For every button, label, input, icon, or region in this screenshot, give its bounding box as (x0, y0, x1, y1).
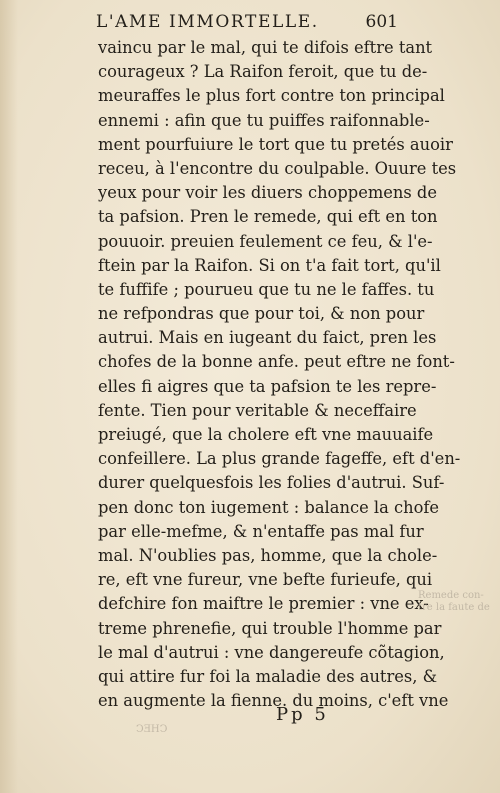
text-line: preiugé, que la cholere eft vne mauuaife (98, 425, 434, 444)
text-line: receu, à l'encontre du coulpable. Ouure tes (98, 158, 457, 178)
text-line: durer quelquesfois les folies d'autrui. Suf- (98, 473, 445, 493)
text-line: fente. Tien pour veritable & neceffaire (98, 400, 417, 420)
text-line: chofes de la bonne anfe. peut eftre ne font- (98, 352, 455, 372)
text-line: meuraffes le plus fort contre ton principal (98, 86, 445, 106)
text-line: le mal d'autrui : vne dangereufe cõtagion, (98, 642, 445, 662)
show-through-margin-note: tre la faute de (418, 602, 490, 613)
text-line: mal. N'oublies pas, homme, que la chole- (98, 545, 438, 565)
show-through-margin-note: Remede con- (418, 590, 484, 601)
text-line: confeillere. La plus grande fageffe, eft d'en- (98, 449, 461, 469)
text-line: par elle-mefme, & n'entaffe pas mal fur (98, 521, 424, 541)
text-line: en augmente la fienne. du moins, c'eft vne (98, 691, 449, 711)
text-line: vaincu par le mal, qui te difois eftre tant (98, 38, 433, 57)
text-line: treme phrenefie, qui trouble l'homme par (98, 618, 442, 638)
running-title: L'AME IMMORTELLE. (96, 12, 319, 32)
text-line: defchire fon maiftre le premier : vne ex- (98, 594, 429, 614)
text-line: pouuoir. preuien feulement ce feu, & l'e- (98, 231, 433, 251)
text-line: ftein par la Raifon. Si on t'a fait tort, qu'il (98, 255, 441, 275)
gutter-shadow (0, 0, 18, 793)
text-line: re, eft vne fureur, vne befte furieufe, qui (98, 570, 433, 590)
text-line: ennemi : afin que tu puiffes raifonnable- (98, 110, 430, 130)
text-line: autrui. Mais en iugeant du faict, pren les (98, 328, 437, 348)
text-line: courageux ? La Raifon feroit, que tu de- (98, 62, 428, 82)
text-line: ta pafsion. Pren le remede, qui eft en ton (98, 207, 438, 227)
text-line: ne refpondras que pour toi, & non pour (98, 304, 425, 324)
text-line: te fuffife ; pourueu que tu ne le faffes. tu (98, 279, 435, 299)
text-line: pen donc ton iugement : balance la chofe (98, 497, 440, 517)
text-line: ment pourfuiure le tort que tu pretés auoir (98, 134, 453, 154)
page-header (96, 12, 398, 38)
text-line: qui attire fur foi la maladie des autres, & (98, 666, 438, 686)
page-number: 601 (365, 12, 398, 32)
text-line: yeux pour voir les diuers choppemens de (98, 183, 437, 203)
signature-mark: Pp 5 (276, 704, 329, 725)
text-line: elles fi aigres que ta pafsion te les repre- (98, 376, 437, 396)
show-through-text: CHEC (136, 724, 168, 735)
